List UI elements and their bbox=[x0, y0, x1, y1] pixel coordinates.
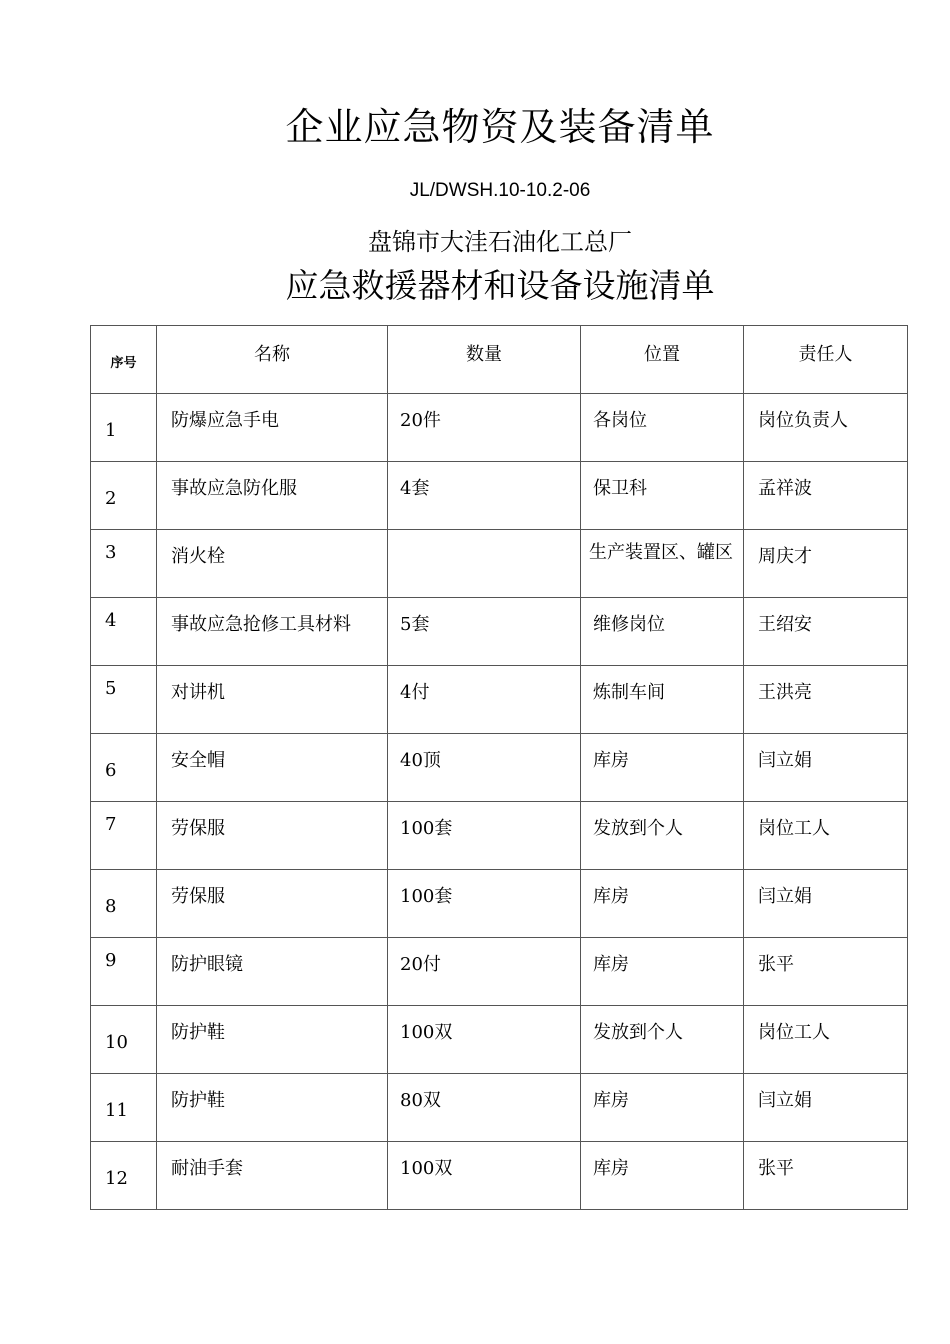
row-name: 防护眼镜 bbox=[157, 938, 388, 1006]
row-name: 劳保服 bbox=[157, 802, 388, 870]
organization-name: 盘锦市大洼石油化工总厂 bbox=[368, 228, 632, 256]
table-row bbox=[91, 802, 908, 870]
row-owner: 张平 bbox=[744, 938, 908, 1006]
row-owner: 孟祥波 bbox=[744, 462, 908, 530]
row-index: 8 bbox=[91, 870, 157, 938]
row-quantity bbox=[388, 530, 581, 598]
row-index: 9 bbox=[91, 938, 157, 1006]
row-location: 库房 bbox=[581, 1142, 744, 1210]
row-index: 7 bbox=[91, 802, 157, 870]
table-row bbox=[91, 938, 908, 1006]
row-name: 防护鞋 bbox=[157, 1074, 388, 1142]
table-row bbox=[91, 734, 908, 802]
header-quantity: 数量 bbox=[388, 326, 581, 394]
table-row bbox=[91, 394, 908, 462]
table-row bbox=[91, 530, 908, 598]
document-code: JL/DWSH.10-10.2-06 bbox=[409, 180, 591, 201]
row-index: 4 bbox=[91, 598, 157, 666]
table-header-row bbox=[91, 326, 908, 394]
row-name: 耐油手套 bbox=[157, 1142, 388, 1210]
table-row bbox=[91, 1074, 908, 1142]
header-name: 名称 bbox=[157, 326, 388, 394]
row-quantity: 4套 bbox=[388, 462, 581, 530]
table-row bbox=[91, 1006, 908, 1074]
row-name: 消火栓 bbox=[157, 530, 388, 598]
row-name: 安全帽 bbox=[157, 734, 388, 802]
row-index: 5 bbox=[91, 666, 157, 734]
row-index: 6 bbox=[91, 734, 157, 802]
header-owner: 责任人 bbox=[744, 326, 908, 394]
header-index: 序号 bbox=[91, 326, 157, 394]
row-owner: 闫立娟 bbox=[744, 870, 908, 938]
row-location: 库房 bbox=[581, 734, 744, 802]
row-owner: 王洪亮 bbox=[744, 666, 908, 734]
row-quantity: 100双 bbox=[388, 1006, 581, 1074]
equipment-table bbox=[90, 325, 908, 1210]
row-location: 发放到个人 bbox=[581, 802, 744, 870]
row-owner: 周庆才 bbox=[744, 530, 908, 598]
row-quantity: 40顶 bbox=[388, 734, 581, 802]
table-row bbox=[91, 666, 908, 734]
row-index: 11 bbox=[91, 1074, 157, 1142]
row-name: 防爆应急手电 bbox=[157, 394, 388, 462]
row-quantity: 100套 bbox=[388, 870, 581, 938]
row-name: 对讲机 bbox=[157, 666, 388, 734]
table-row bbox=[91, 598, 908, 666]
row-location: 保卫科 bbox=[581, 462, 744, 530]
header-location: 位置 bbox=[581, 326, 744, 394]
row-owner: 闫立娟 bbox=[744, 1074, 908, 1142]
row-quantity: 20件 bbox=[388, 394, 581, 462]
row-location: 库房 bbox=[581, 870, 744, 938]
table-row bbox=[91, 462, 908, 530]
row-index: 1 bbox=[91, 394, 157, 462]
row-quantity: 20付 bbox=[388, 938, 581, 1006]
row-name: 事故应急抢修工具材料 bbox=[157, 598, 388, 666]
row-name: 劳保服 bbox=[157, 870, 388, 938]
table-row bbox=[91, 870, 908, 938]
row-owner: 闫立娟 bbox=[744, 734, 908, 802]
row-index: 2 bbox=[91, 462, 157, 530]
row-index: 10 bbox=[91, 1006, 157, 1074]
row-owner: 张平 bbox=[744, 1142, 908, 1210]
row-name: 防护鞋 bbox=[157, 1006, 388, 1074]
row-location: 各岗位 bbox=[581, 394, 744, 462]
row-owner: 岗位工人 bbox=[744, 802, 908, 870]
row-quantity: 5套 bbox=[388, 598, 581, 666]
document-subtitle: 应急救援器材和设备设施清单 bbox=[285, 266, 715, 305]
row-name: 事故应急防化服 bbox=[157, 462, 388, 530]
row-location: 生产装置区、罐区 bbox=[581, 530, 744, 598]
row-quantity: 4付 bbox=[388, 666, 581, 734]
document-title: 企业应急物资及装备清单 bbox=[285, 105, 715, 149]
row-location: 库房 bbox=[581, 1074, 744, 1142]
row-quantity: 80双 bbox=[388, 1074, 581, 1142]
row-owner: 岗位负责人 bbox=[744, 394, 908, 462]
row-quantity: 100双 bbox=[388, 1142, 581, 1210]
row-location: 炼制车间 bbox=[581, 666, 744, 734]
row-index: 3 bbox=[91, 530, 157, 598]
table-row bbox=[91, 1142, 908, 1210]
row-owner: 王绍安 bbox=[744, 598, 908, 666]
row-index: 12 bbox=[91, 1142, 157, 1210]
row-quantity: 100套 bbox=[388, 802, 581, 870]
row-location: 维修岗位 bbox=[581, 598, 744, 666]
row-location: 库房 bbox=[581, 938, 744, 1006]
row-location: 发放到个人 bbox=[581, 1006, 744, 1074]
row-owner: 岗位工人 bbox=[744, 1006, 908, 1074]
